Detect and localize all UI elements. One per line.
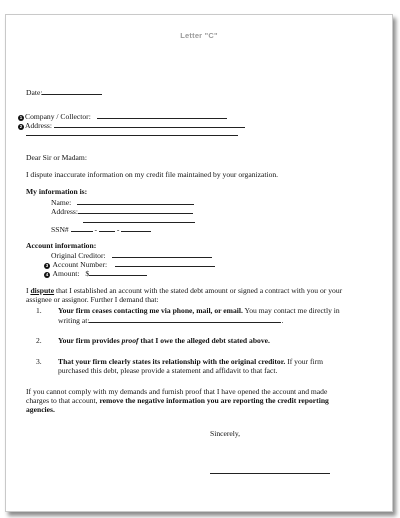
ssn-separator: - xyxy=(94,225,98,234)
callout-3-icon: 3 xyxy=(45,262,49,268)
date-field[interactable] xyxy=(42,87,102,95)
ssn-label: SSN# xyxy=(51,225,69,234)
ssn-separator: - xyxy=(116,225,120,234)
company-label: Company / Collector: xyxy=(25,112,91,121)
amount-field[interactable] xyxy=(89,268,147,276)
letter-title: Letter "C" xyxy=(180,31,218,40)
account-number-field[interactable] xyxy=(115,259,215,267)
creditor-label: Original Creditor: xyxy=(51,251,106,260)
my-info-heading: My information is: xyxy=(26,187,88,196)
my-address-label: Address: xyxy=(51,207,78,216)
address-field-2[interactable] xyxy=(26,128,238,136)
currency-symbol: $ xyxy=(85,269,90,278)
creditor-field[interactable] xyxy=(112,250,212,258)
amount-label: Amount: xyxy=(52,269,80,278)
date-row xyxy=(26,87,102,97)
signature-field[interactable] xyxy=(210,466,330,474)
address-row-2 xyxy=(26,128,238,138)
callout-1-icon: 1 xyxy=(19,114,23,120)
name-field[interactable] xyxy=(77,197,194,205)
name-label: Name: xyxy=(51,198,72,207)
amount-row xyxy=(44,268,147,278)
item-1-number: 1. xyxy=(36,306,42,315)
ssn-row xyxy=(51,224,151,234)
address-label: Address: xyxy=(25,121,52,130)
signoff: Sincerely, xyxy=(210,429,241,438)
item-3-number: 3. xyxy=(36,357,42,366)
callout-4-icon: 4 xyxy=(45,271,49,277)
my-address-field[interactable] xyxy=(78,206,193,214)
intro-text: I dispute inaccurate information on my credit file maintained by your organization. xyxy=(26,170,279,179)
dispute-paragraph: I dispute that I established an account with the stated debt amount or signed a contract with you or your assignee or assignor. Further I demand that: xyxy=(26,286,343,305)
ssn-field-1[interactable] xyxy=(71,224,93,232)
item-3-text: That your firm clearly states its relationship with the original creditor. If your firm purchased this debt, please provide a statement and affidavit to that fact. xyxy=(58,357,324,376)
account-number-label: Account Number: xyxy=(52,260,108,269)
company-field[interactable] xyxy=(97,111,227,119)
item-2-text: Your firm provides proof that I owe the alleged debt stated above. xyxy=(58,336,270,345)
ssn-field-2[interactable] xyxy=(99,224,115,232)
greeting: Dear Sir or Madam: xyxy=(26,153,87,162)
callout-2-icon: 2 xyxy=(19,123,23,129)
contact-address-field[interactable] xyxy=(89,315,281,323)
ssn-field-3[interactable] xyxy=(121,224,151,232)
signature-row xyxy=(210,466,330,476)
my-address-field-2[interactable] xyxy=(83,215,195,223)
item-1-text: Your firm ceases contacting me via phone, mail, or email. You may contact me directly in writing at: . xyxy=(58,306,340,326)
address-field[interactable] xyxy=(54,120,245,128)
item-2-number: 2. xyxy=(36,336,42,345)
closing-paragraph: If you cannot comply with my demands and furnish proof that I have opened the account and made charges to that account, remove the negative information you are reporting the credit reporting agencies. xyxy=(26,387,329,415)
account-info-heading: Account information: xyxy=(26,241,97,250)
date-label: Date: xyxy=(26,88,43,97)
letter-page xyxy=(5,14,393,512)
